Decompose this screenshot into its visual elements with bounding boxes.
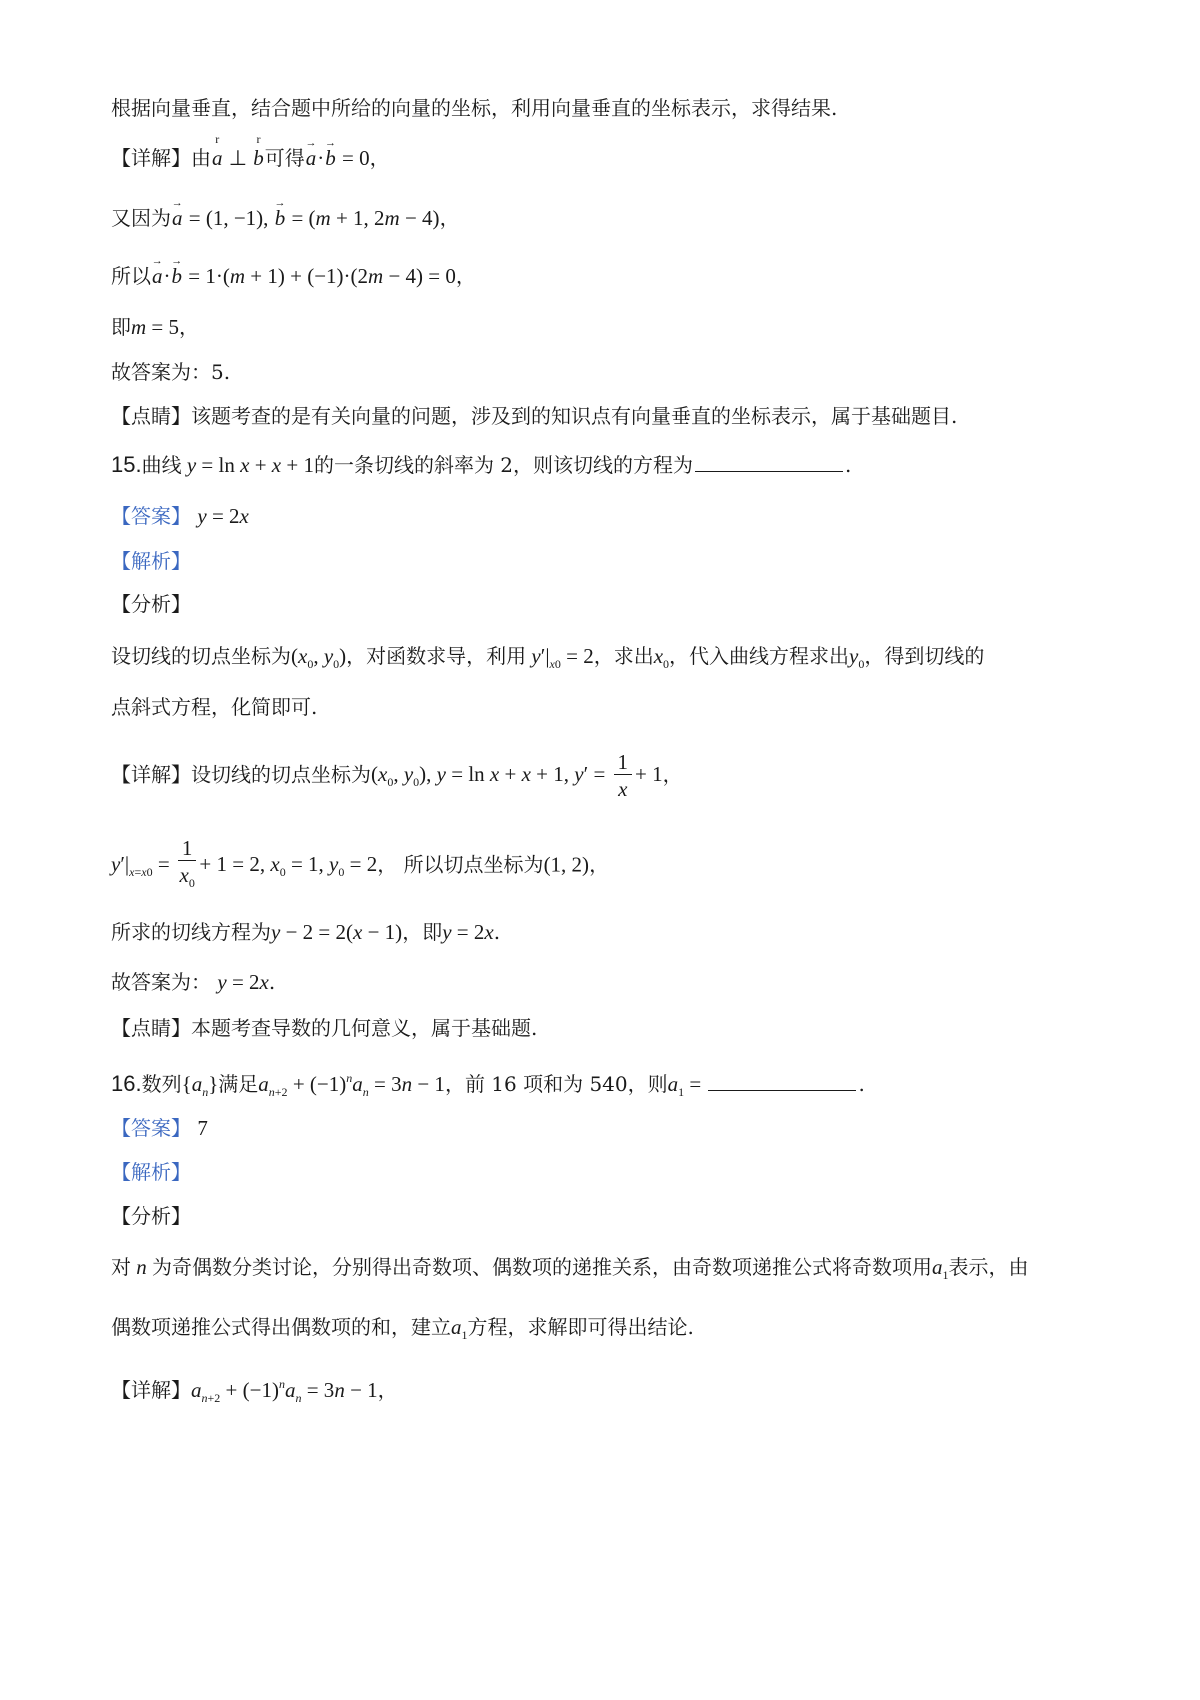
text: 又因为 (111, 206, 171, 230)
detail-line-15-2: $y'|_{x=x0}$ = $\frac{1}{x_0}$ + 1 = 2, $x_0 = 1$, $y_0 = 2$， 所以切点坐标为(1, 2)， (111, 836, 610, 890)
fenxi-line-16-2: 偶数项递推公式得出偶数项的和，建立$a_1$方程，求解即可得出结论. (111, 1315, 694, 1342)
text: 根据向量垂直，结合题中所给的向量的坐标，利用向量垂直的坐标表示，求得结果. (111, 96, 838, 120)
analysis-tag-16 (111, 1158, 191, 1186)
answer-15: 【答案】 y = 2x (111, 504, 249, 528)
answer-blank (708, 1070, 856, 1091)
text: 所求的切线方程为 (111, 920, 271, 944)
text: 可得 (264, 146, 305, 170)
text: ，得到切线的 (864, 644, 985, 668)
text: 方程，求解即可得出结论. (467, 1315, 694, 1339)
text: 对 (111, 1255, 131, 1279)
text: 所以切点坐标为 (403, 852, 544, 877)
answer-value: 7 (197, 1116, 208, 1140)
fenxi-line-15-1: 设切线的切点坐标为($x_0$, $y_0$)，对函数求导，利用 $y'|_{x0} = 2$，求出$x_0$，代入曲线方程求出$y_0$，得到切线的 (111, 644, 985, 671)
text: 偶数项递推公式得出偶数项的和，建立 (111, 1315, 451, 1339)
detail-line-14-1: 【详解】由r a ⊥ r b可得→ a·→ b = 0， (111, 144, 390, 172)
answer-line-15: 故答案为： y = 2x. (111, 970, 276, 994)
answer-blank (695, 451, 843, 472)
text: 该题考查的是有关向量的问题，涉及到的知识点有向量垂直的坐标表示，属于基础题目. (191, 404, 958, 428)
detail-line-16-1: 【详解】$a_{n+2} + (-1)^na_n = 3n - 1$， (111, 1377, 398, 1405)
question-16: 16.数列$\{a_n\}$满足$a_{n+2} + (-1)^na_n = 3n - 1$，前 16 项和为 540，则$a_1$ = . (111, 1071, 865, 1099)
comment-tag: 【点睛】 (111, 404, 191, 428)
analysis-tag: 【解析】 (111, 549, 191, 573)
fenxi-line-15-2 (111, 693, 317, 721)
comment-tag: 【点睛】 (111, 1016, 191, 1040)
text: 即 (422, 920, 443, 944)
text: ，代入曲线方程求出 (669, 644, 850, 668)
detail-line-14-2: 又因为→ a = (1, −1), → b = (m + 1, 2m − 4)， (111, 204, 460, 232)
fenxi-tag-15 (111, 590, 191, 618)
question-number: 15. (111, 452, 142, 477)
analysis-text-14 (111, 94, 837, 122)
comment-line-14 (111, 402, 957, 430)
comment-line-15 (111, 1014, 537, 1042)
answer-tag: 【答案】 (111, 1116, 191, 1140)
answer-16 (111, 1114, 208, 1142)
text: 设切线的切点坐标为 (191, 762, 371, 787)
answer-line-14 (111, 358, 230, 386)
detail-line-15-1: 【详解】设切线的切点坐标为($x_0$, $y_0$), y = ln x + x + 1, y′ = $\frac{1}{x}$ + 1， (111, 750, 683, 801)
text: 故答案为： (111, 970, 211, 994)
fenxi-line-16-1: 对 n 为奇偶数分类讨论，分别得出奇数项、偶数项的递推关系，由奇数项递推公式将奇数项用$a_1$表示，由 (111, 1255, 1029, 1282)
text: ，求出 (593, 644, 654, 668)
fenxi-tag: 【分析】 (111, 592, 191, 616)
text: 前 16 项和为 540，则 (464, 1072, 668, 1096)
question-number: 16. (111, 1071, 142, 1096)
fenxi-tag-16 (111, 1202, 191, 1230)
detail-line-15-3: 所求的切线方程为y − 2 = 2(x − 1)，即y = 2x. (111, 920, 501, 944)
detail-line-14-4: 即m = 5， (111, 315, 200, 339)
text: 故答案为：5. (111, 360, 231, 384)
text: 数列 (141, 1072, 182, 1096)
question-15: 15.曲线 y = ln x + x + 1的一条切线的斜率为 2，则该切线的方程为 . (111, 452, 852, 477)
answer-tag: 【答案】 (111, 504, 191, 528)
text: 曲线 (141, 453, 182, 477)
detail-tag: 【详解】 (111, 1378, 191, 1402)
text: 即 (111, 315, 131, 339)
text: 设切线的切点坐标为 (111, 644, 291, 668)
text: 满足 (218, 1072, 259, 1096)
detail-tag: 【详解】 (111, 146, 191, 170)
text: 所以 (111, 264, 151, 288)
text: 为奇偶数分类讨论，分别得出奇数项、偶数项的递推关系，由奇数项递推公式将奇数项用 (152, 1255, 932, 1279)
text: 的一条切线的斜率为 2，则该切线的方程为 (313, 453, 694, 477)
analysis-tag: 【解析】 (111, 1160, 191, 1184)
text: 点斜式方程，化简即可. (111, 695, 318, 719)
text: 由 (191, 146, 211, 170)
detail-tag: 【详解】 (111, 762, 191, 787)
fenxi-tag: 【分析】 (111, 1204, 191, 1228)
text: 表示，由 (948, 1255, 1029, 1279)
detail-line-14-3: 所以→ a·→ b = 1·(m + 1) + (−1)·(2m − 4) = 0， (111, 262, 476, 290)
analysis-tag-15 (111, 547, 191, 575)
text: ，对函数求导，利用 (346, 644, 527, 668)
text: 本题考查导数的几何意义，属于基础题. (191, 1016, 538, 1040)
